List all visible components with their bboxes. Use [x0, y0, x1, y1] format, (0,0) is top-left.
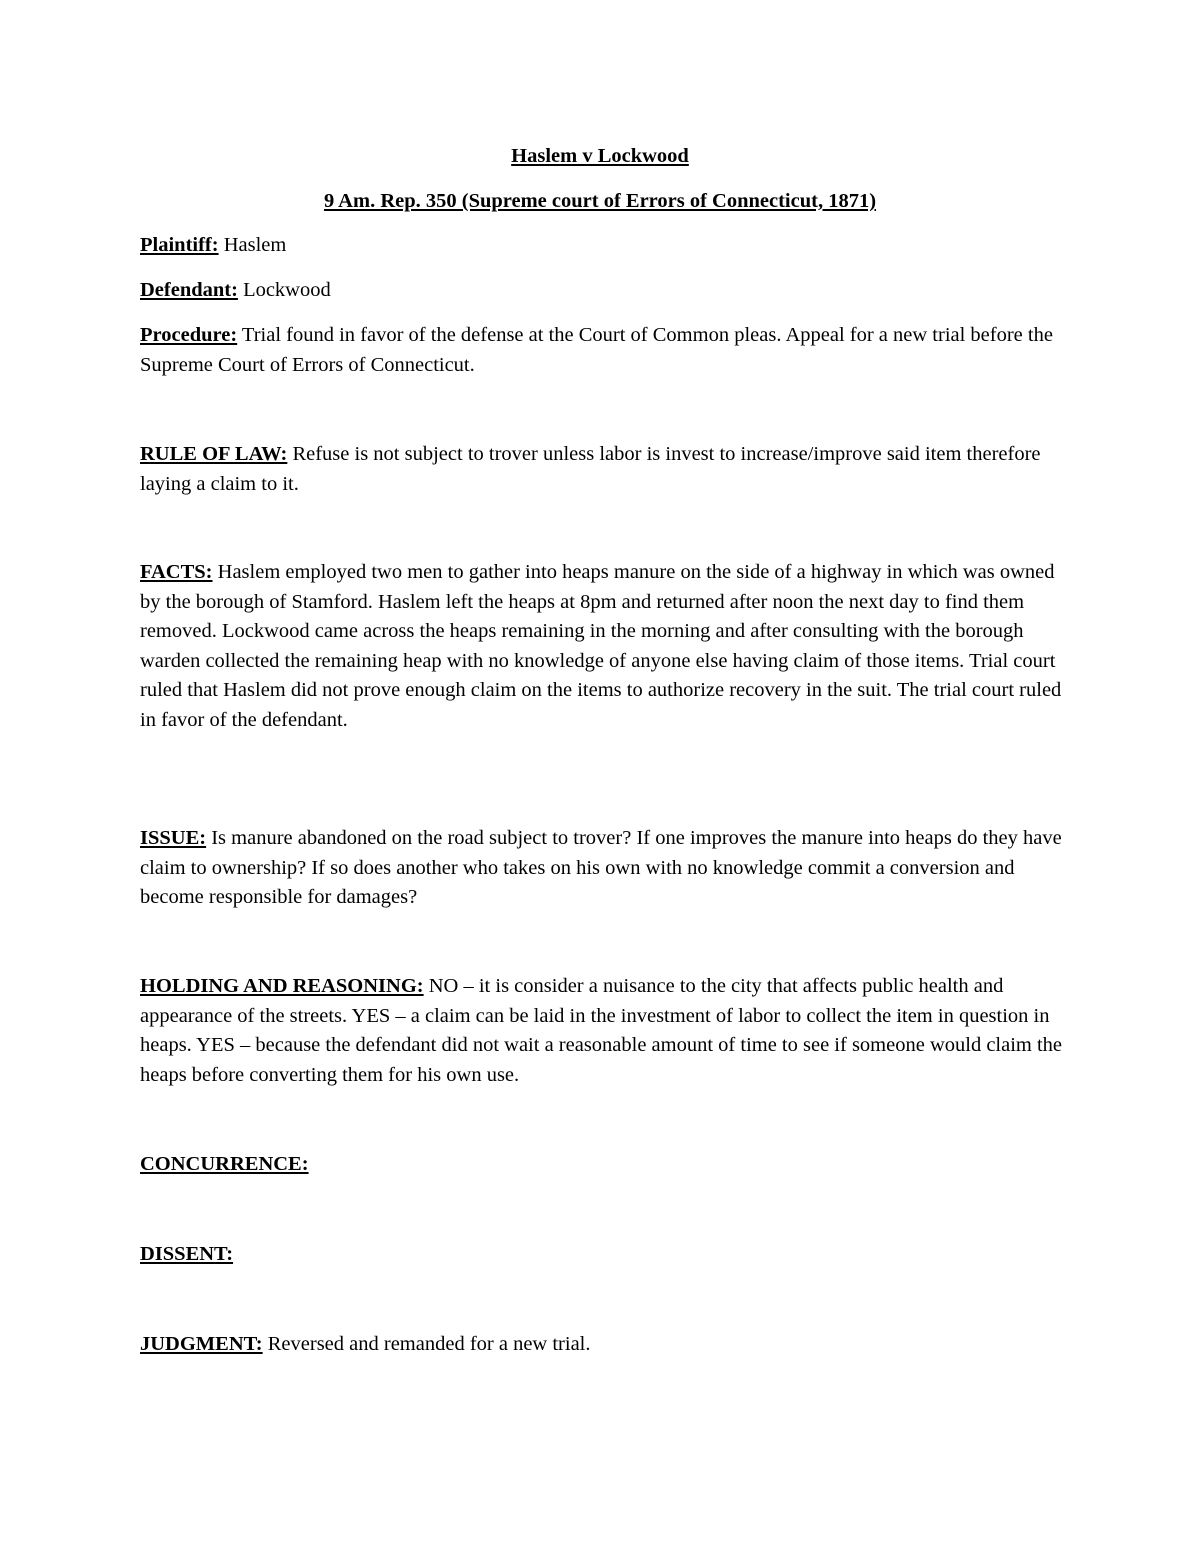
defendant-text: Lockwood — [237, 279, 331, 301]
judgment-text: Reversed and remanded for a new trial. — [262, 1333, 591, 1355]
document-title: Haslem v Lockwood — [511, 145, 689, 167]
dissent-label: DISSENT: — [140, 1243, 234, 1265]
issue-section — [140, 824, 1065, 913]
plaintiff-label: Plaintiff: — [140, 234, 219, 256]
case-citation: 9 Am. Rep. 350 (Supreme court of Errors of Connecticut, 1871) — [323, 190, 877, 212]
defendant-section — [140, 276, 1065, 306]
issue-label: ISSUE: — [140, 827, 207, 849]
holding-section — [140, 972, 1065, 1090]
facts-label: FACTS: — [140, 561, 213, 583]
procedure-section — [140, 321, 1065, 380]
rule-of-law-label: RULE OF LAW: — [140, 443, 288, 465]
plaintiff-section — [140, 231, 1065, 261]
concurrence-label: CONCURRENCE: — [140, 1153, 309, 1175]
holding-label: HOLDING AND REASONING: — [140, 975, 424, 997]
dissent-section — [140, 1240, 1065, 1270]
plaintiff-text: Haslem — [218, 234, 287, 256]
document-page — [140, 0, 1070, 1553]
procedure-text: Trial found in favor of the defense at the Court of Common pleas. Appeal for a new trial before the Supreme Court of Errors of Connecticut. — [140, 324, 1053, 376]
judgment-section — [140, 1330, 1065, 1360]
holding-text: NO – it is consider a nuisance to the city that affects public health and appearance of the streets. YES – a claim can be laid in the investment of labor to collect the item in question in heaps. YES – because the defendant did not wait a reasonable amount of time to see if someone would claim the heaps before converting them for his own use. — [140, 975, 1063, 1086]
judgment-label: JUDGMENT: — [140, 1333, 263, 1355]
defendant-label: Defendant: — [140, 279, 238, 301]
facts-text: Haslem employed two men to gather into heaps manure on the side of a highway in which was owned by the borough of Stamford. Haslem left the heaps at 8pm and returned after noon the next day to find them removed. Lockwood came across the heaps remaining in the morning and after consulting with the borough warden collected the remaining heap with no knowledge of anyone else having claim of those items. Trial court ruled that Haslem did not prove enough claim on the items to authorize recovery in the suit. The trial court ruled in favor of the defendant. — [140, 561, 1062, 731]
rule-of-law-section — [140, 440, 1065, 499]
issue-text: Is manure abandoned on the road subject to trover? If one improves the manure into heaps do they have claim to ownership? If so does another who takes on his own with no knowledge commit a conversion and become responsible for damages? — [140, 827, 1062, 908]
procedure-label: Procedure: — [140, 324, 238, 346]
rule-of-law-text: Refuse is not subject to trover unless labor is invest to increase/improve said item therefore laying a claim to it. — [140, 443, 1041, 495]
concurrence-section — [140, 1150, 1065, 1180]
facts-section — [140, 558, 1065, 735]
